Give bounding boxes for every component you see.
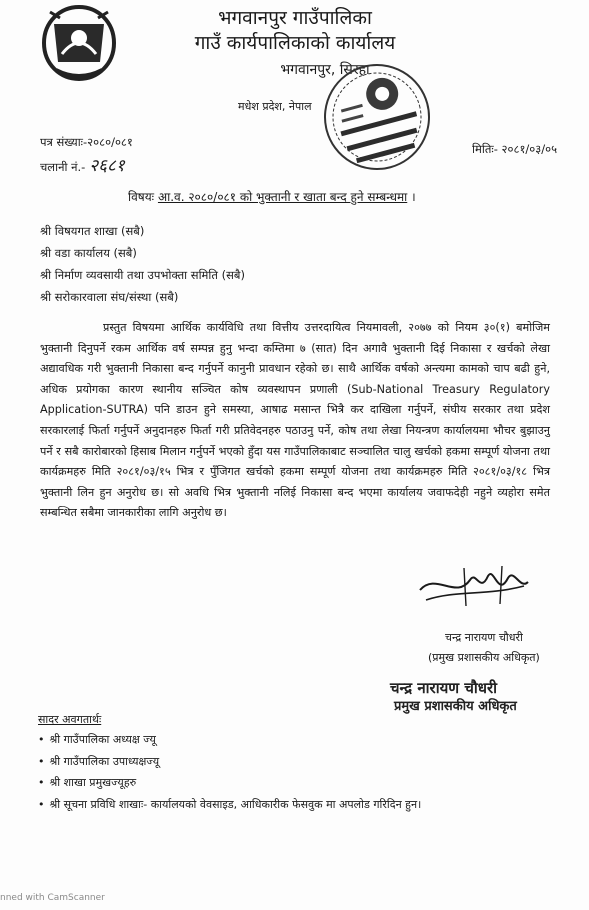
copy-to-title: सादर अवगतार्थः bbox=[38, 713, 102, 726]
subject-end: । bbox=[411, 190, 416, 204]
recipient-item: श्री सरोकारवाला संघ/संस्था (सबै) bbox=[40, 290, 179, 304]
signatory-block bbox=[428, 628, 540, 668]
scanner-watermark: nned with CamScanner bbox=[0, 893, 105, 903]
subject-line bbox=[128, 188, 416, 205]
municipality-name: भगवानपुर गाउँपालिका bbox=[218, 7, 372, 29]
letter-number: पत्र संख्याः-२०८०/०८१ bbox=[40, 135, 133, 149]
office-province: मधेश प्रदेश, नेपाल bbox=[238, 100, 312, 113]
copy-to-section bbox=[38, 712, 421, 815]
recipient-item: श्री निर्माण व्यवसायी तथा उपभोक्ता समिति (सबै) bbox=[40, 268, 245, 282]
recipient-list bbox=[40, 220, 245, 308]
copy-to-list bbox=[38, 729, 421, 815]
subject-label: विषयः bbox=[128, 190, 155, 204]
copy-to-item: • श्री गाउँपालिका अध्यक्ष ज्यू bbox=[38, 729, 421, 751]
letter-body: प्रस्तुत विषयमा आर्थिक कार्यविधि तथा वित्तीय उत्तरदायित्व नियमावली, २०७७ को नियम ३०(१) बमोजिम भुक्तानी दिनुपर्ने रकम आर्थिक वर्ष सम्पन्न हुनु भन्दा कम्तिमा ७ (सात) दिन अगावै भुक्तानी दिई निकासा र खर्चको लेखा अद्यावधिक गरी भुक्तानी निकासा बन्द गर्नुपर्ने कानुनी प्रावधान रहेको छ। साथै आर्थिक वर्षको अन्त्यमा कामको चाप बढी हुने, अधिक प्रयोगका कारण स्थानीय सञ्चित कोष व्यवस्थापन प्रणाली (Sub-National Treasury Regulatory Application-SUTRA) पनि डाउन हुने समस्या, आषाढ मसान्त भित्रै कर दाखिला गर्नुपर्ने, संघीय सरकार तथा प्रदेश सरकारलाई फिर्ता गर्नुपर्ने अनुदानहरु फिर्ता गरी प्रतिवेदनहरु पठाउनु पर्ने, कोष तथा लेखा नियन्त्रण कार्यालयमा भौचर बुझाउनु पर्ने र सबै कारोबारको हिसाब मिलान गर्नुपर्ने भएको हुँदा यस गाउँपालिकाबाट सञ्चालित चालु खर्चको हकमा सम्पूर्ण योजना तथा कार्यक्रमहरु मिति २०८१/०३/१५ भित्र र पुँजिगत खर्चको हकमा सम्पूर्ण योजना तथा कार्यक्रमहरु मिति २०८१/०३/१८ भित्र भुक्तानी लिन हुन अनुरोध छ। सो अवधि भित्र भुक्तानी नलिई निकासा बन्द भएमा कार्यालय जवाफदेही नहुने व्यहोरा समेत सम्बन्धित सबैमा जानकारीका लागि अनुरोध छ। bbox=[40, 321, 550, 520]
copy-to-item: • श्री गाउँपालिका उपाध्यक्षज्यू bbox=[38, 751, 421, 773]
seal-designation: प्रमुख प्रशासकीय अधिकृत bbox=[394, 699, 517, 714]
seal-name: चन्द्र नारायण चौधरी bbox=[390, 679, 498, 697]
office-name: गाउँ कार्यपालिकाको कार्यालय bbox=[194, 32, 396, 54]
government-emblem-icon bbox=[40, 4, 118, 82]
letter-date: मितिः- २०८१/०३/०५ bbox=[472, 142, 558, 156]
recipient-item: श्री विषयगत शाखा (सबै) bbox=[40, 224, 145, 238]
dispatch-number bbox=[40, 153, 125, 176]
name-seal bbox=[390, 678, 517, 716]
dispatch-label: चलानी नं.- bbox=[40, 160, 86, 174]
copy-to-item: • श्री सूचना प्रविधि शाखाः- कार्यालयको वेवसाइड, आधिकारीक फेसवुक मा अपलोड गरिदिन हुन। bbox=[38, 794, 421, 816]
office-stamp-icon bbox=[318, 58, 436, 176]
handwritten-signature-icon bbox=[416, 560, 532, 612]
dispatch-value: २६८१ bbox=[89, 156, 125, 176]
office-location: भगवानपुर, सिरहा bbox=[280, 62, 370, 78]
copy-to-item: • श्री शाखा प्रमुखज्यूहरु bbox=[38, 772, 421, 794]
signatory-name: चन्द्र नारायण चौधरी bbox=[445, 631, 523, 644]
signatory-designation: (प्रमुख प्रशासकीय अधिकृत) bbox=[428, 651, 540, 664]
subject-text: आ.व. २०८०/०८१ को भुक्तानी र खाता बन्द हुने सम्बन्धमा bbox=[157, 190, 408, 204]
recipient-item: श्री वडा कार्यालय (सबै) bbox=[40, 246, 137, 260]
